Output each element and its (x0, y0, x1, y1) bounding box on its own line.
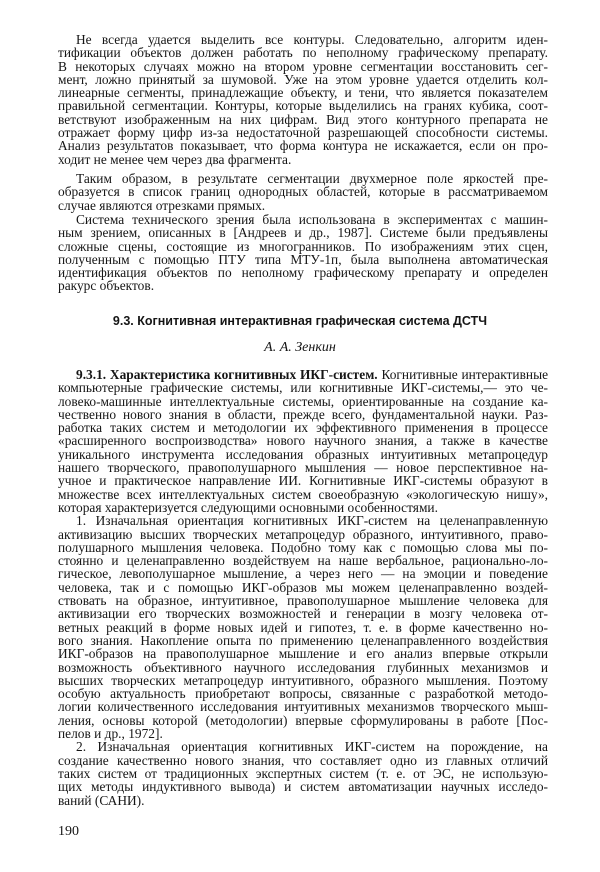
text-line: ловеко-машинные интеллектуальные системы, ориентированные на создание ка- (58, 393, 548, 409)
text-line: отражает форму цифр из-за недостаточной разрешающей способности системы. (58, 125, 548, 141)
section-heading: 9.3. Когнитивная интерактивная графическая система ДСТЧ (112, 314, 488, 328)
text-line: ваний (САНИ). (58, 792, 145, 808)
text-line: таких систем от традиционных экспертных систем (т. е. от ЭС, не использую- (58, 765, 548, 781)
text-line: Не всегда удается выделить все контуры. Следовательно, алгоритм иден- (76, 32, 548, 47)
text-line: полученным с помощью ПТУ типа МТУ-1п, была выполнена автоматическая (58, 251, 548, 267)
text-line: стоянно и целенаправленно воздействуем на наше вербальное, рационально-ло- (58, 553, 548, 569)
text-line: идентификация объектов по неполному графическому препарату и определен (58, 265, 548, 281)
paragraph-1 (58, 33, 548, 166)
text-line: полушарного мышления человека. Подобно тому как с помощью слова мы по- (58, 539, 548, 555)
text-line: мент, ложно принятый за шумовой. Уже на этом уровне удается отделить кол- (58, 71, 548, 87)
text-line: тификации объектов должен работать по неполному графическому препарату. (58, 45, 548, 61)
text-line: Таким образом, в результате сегментации двухмерное поле яркостей пре- (76, 171, 548, 186)
text-line: Анализ результатов показывает, что форма контура не искажается, если он про- (58, 138, 548, 154)
text-line: учное и практическое направление ИИ. Когнитивные ИКГ-системы образуют в (58, 473, 548, 489)
text-line: В некоторых случаях можно на втором уровне сегментации восстановить сег- (58, 58, 548, 74)
text-line: «расширенного воспроизводства» нового научного знания, а также в качестве (58, 433, 548, 449)
text-line: случае являются отрезками прямых. (58, 197, 266, 213)
text-line: которая характеризуется следующими основными особенностями. (58, 499, 438, 515)
text-line: вого знания. Накопление опыта по применению целенаправленного воздействия (58, 632, 548, 648)
text-line: ветствуют изображенным на них цифрам. Вид этого контурного препарата не (58, 111, 548, 127)
text-line: образуется в список границ однородных областей, которые в рассматриваемом (58, 184, 548, 200)
paragraph-3 (58, 213, 548, 293)
text-line: 1. Изначальная ориентация когнитивных ИКГ-систем на целенаправленную (76, 513, 548, 529)
text-line: создание качественно нового знания, что составляет одно из главных отличий (58, 752, 548, 768)
text-line: возможность объективного научного исследования глубинных механизмов и (58, 659, 548, 675)
text-line: уникального инструмента исследования образных интуитивных метапроцедур (58, 446, 548, 462)
paragraph-2 (58, 172, 548, 212)
text-line: компьютерные графические системы, или когнитивные ИКГ-системы,— это че- (58, 380, 548, 396)
text-line (58, 368, 548, 381)
subsection-title: 9.3.1. Характеристика когнитивных ИКГ-систем. (76, 367, 378, 382)
text-line: ракурс объектов. (58, 278, 155, 294)
text-line: ветных реакций в форме новых идей и гипотез, т. е. в форме качественно но- (58, 619, 548, 635)
text-line: ходит не менее чем через два фрагмента. (58, 151, 292, 167)
text-line: высших творческих метапроцедур интуитивного, образного мышления. Поэтому (58, 672, 548, 688)
text-line: множестве всех интеллектуальных систем своеобразную «экологическую нишу», (58, 486, 548, 502)
text-line: логии количественного исследования интуитивных механизмов творческого мыш- (58, 699, 548, 715)
text-line: активизацию высших творческих метапроцедур образного, интуитивного, право- (58, 526, 548, 542)
text-line: линеарные сегменты, принадлежащие объекту, и тени, что является показателем (58, 85, 548, 101)
text-line: чественно нового знания в области, прежде всего, фундаментальной науки. Раз- (58, 406, 548, 422)
text-line: активизации его творческих возможностей и генерации в мозгу человека от- (58, 606, 548, 622)
text-line: гическое, левополушарное мышление, а через него — на эмоции и поведение (58, 566, 548, 582)
text-line: человека, так и с помощью ИКГ-образов мы можем целенаправленно воздей- (58, 579, 548, 595)
text-line: 2. Изначальная ориентация когнитивных ИКГ-систем на порождение, на (76, 739, 548, 755)
text-line: работка таких систем и методологии их эффективного применения в процессе (58, 420, 548, 436)
text-line: ИКГ-образов на правополушарное мышление и его анализ впервые открыли (58, 646, 548, 662)
text-line: правильной сегментации. Контуры, которые выделились на гранях кубика, соот- (58, 98, 548, 114)
text-line: сложные сцены, состоящие из многогранников. По изображениям этих сцен, (58, 238, 548, 254)
text-line: особую актуальность приобретают вопросы, связанные с разработкой методо- (58, 686, 548, 702)
subsection-body (58, 368, 548, 807)
text-line: пелов и др., 1972]. (58, 726, 163, 742)
text-line: ным зрением, описанных в [Андреев и др., 1987]. Системе были предъявлены (58, 225, 548, 241)
text-line: щих методы индуктивного вывода) и систем автоматизации научных исследо- (58, 779, 548, 795)
text-line: ления, основы которой (методологии) впервые сформулированы в работе [Пос- (58, 712, 548, 728)
page-number: 190 (58, 824, 79, 839)
text-span: Когнитивные интерактивные (377, 367, 549, 382)
text-line: Система технического зрения была использована в экспериментах с машин- (76, 212, 548, 227)
text-line: ствовать на образное, интуитивное, правополушарное мышление человека для (58, 593, 548, 609)
text-line: нашего творческого, правополушарного мышления — новое перспективное на- (58, 460, 548, 476)
section-author: А. А. Зенкин (264, 340, 336, 355)
